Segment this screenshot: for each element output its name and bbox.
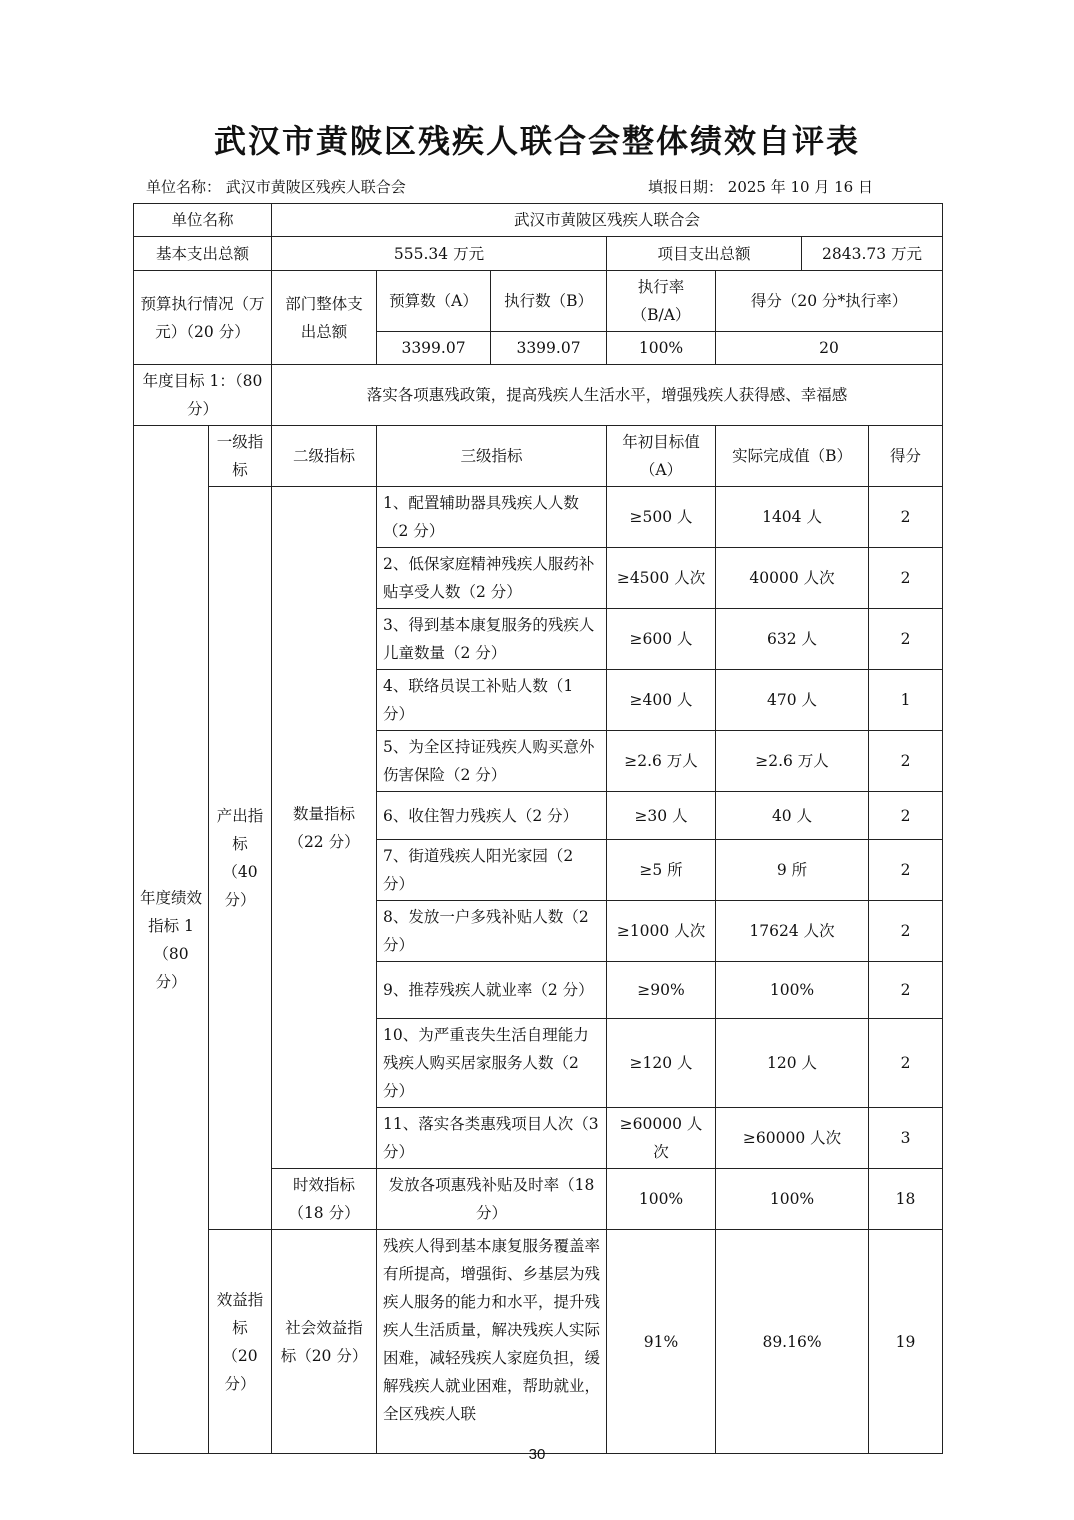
unit-label: 单位名称： [146,178,222,196]
goal-label: 年度目标 1：（80 分） [134,365,272,426]
page-number: 30 [528,1446,546,1463]
header-level1: 一级指标 [209,426,272,487]
score-value: 20 [716,332,943,365]
indicator-target: ≥4500 人次 [607,548,716,609]
indicator-actual: 100% [716,962,869,1019]
indicator-actual: 1404 人 [716,487,869,548]
indicator-target: ≥120 人 [607,1019,716,1108]
indicator-target: ≥30 人 [607,792,716,840]
output-indicator-label: 产出指标（40 分） [209,487,272,1230]
indicator-actual: 100% [716,1169,869,1230]
indicator-score: 2 [869,901,943,962]
dept-total-label: 部门整体支出总额 [272,271,377,365]
unit-value: 武汉市黄陂区残疾人联合会 [225,178,406,196]
header-level2: 二级指标 [272,426,377,487]
basic-expense-label: 基本支出总额 [134,237,272,271]
indicator-actual: ≥60000 人次 [716,1108,869,1169]
basic-expense-value: 555.34 万元 [272,237,607,271]
indicator-actual: 470 人 [716,670,869,731]
table-row [134,237,943,271]
indicator-actual: 9 所 [716,840,869,901]
indicator-score: 2 [869,962,943,1019]
unit-name-value: 武汉市黄陂区残疾人联合会 [272,204,943,237]
indicator-name: 3、得到基本康复服务的残疾人儿童数量（2 分） [377,609,607,670]
rate-col-header: 执行率（B/A） [607,271,716,332]
perf-indicator-label: 年度绩效指标 1（80 分） [134,426,209,1454]
date-value: 2025 年 10 月 16 日 [727,178,873,196]
benefit-indicator-label: 效益指标（20 分） [209,1230,272,1454]
indicator-target: ≥500 人 [607,487,716,548]
indicator-name: 发放各项惠残补贴及时率（18 分） [377,1169,607,1230]
indicator-actual: ≥2.6 万人 [716,731,869,792]
indicator-score: 2 [869,548,943,609]
indicator-name: 6、收住智力残疾人（2 分） [377,792,607,840]
indicator-score: 2 [869,1019,943,1108]
indicator-target: ≥2.6 万人 [607,731,716,792]
indicator-score: 2 [869,731,943,792]
indicator-name: 2、低保家庭精神残疾人服药补贴享受人数（2 分） [377,548,607,609]
indicator-score: 18 [869,1169,943,1230]
indicator-target: ≥400 人 [607,670,716,731]
exec-value: 3399.07 [491,332,607,365]
header-score: 得分 [869,426,943,487]
header-actual: 实际完成值（B） [716,426,869,487]
date-info [648,176,873,197]
budget-value: 3399.07 [377,332,491,365]
indicator-score: 2 [869,487,943,548]
indicator-name: 8、发放一户多残补贴人数（2 分） [377,901,607,962]
indicator-score: 3 [869,1108,943,1169]
table-row [134,426,943,487]
indicator-actual: 40000 人次 [716,548,869,609]
date-label: 填报日期： [648,178,724,196]
indicator-target: ≥1000 人次 [607,901,716,962]
indicator-score: 2 [869,609,943,670]
unit-info [146,176,406,197]
table-row [134,204,943,237]
indicator-target: 100% [607,1169,716,1230]
indicator-score: 2 [869,792,943,840]
indicator-name: 5、为全区持证残疾人购买意外伤害保险（2 分） [377,731,607,792]
indicator-target: ≥5 所 [607,840,716,901]
indicator-target: ≥600 人 [607,609,716,670]
indicator-name: 7、街道残疾人阳光家园（2 分） [377,840,607,901]
project-expense-label: 项目支出总额 [607,237,802,271]
table-row [134,487,943,548]
indicator-actual: 89.16% [716,1230,869,1454]
performance-table [133,203,943,1454]
table-row [134,271,943,332]
goal-text: 落实各项惠残政策，提高残疾人生活水平，增强残疾人获得感、幸福感 [272,365,943,426]
indicator-name: 11、落实各类惠残项目人次（3 分） [377,1108,607,1169]
indicator-score: 2 [869,840,943,901]
table-row [134,1230,943,1454]
indicator-target: ≥90% [607,962,716,1019]
indicator-name: 残疾人得到基本康复服务覆盖率有所提高，增强街、乡基层为残疾人服务的能力和水平，提升残疾人生活质量，解决残疾人实际困难，减轻残疾人家庭负担，缓解残疾人就业困难，帮助就业，全区残疾人联 [377,1230,607,1454]
indicator-actual: 632 人 [716,609,869,670]
indicator-actual: 17624 人次 [716,901,869,962]
project-expense-value: 2843.73 万元 [802,237,943,271]
budget-col-header: 预算数（A） [377,271,491,332]
rate-value: 100% [607,332,716,365]
indicator-score: 19 [869,1230,943,1454]
indicator-target: 91% [607,1230,716,1454]
exec-col-header: 执行数（B） [491,271,607,332]
time-indicator-label: 时效指标（18 分） [272,1169,377,1230]
table-row [134,365,943,426]
indicator-actual: 40 人 [716,792,869,840]
indicator-name: 9、推荐残疾人就业率（2 分） [377,962,607,1019]
score-col-header: 得分（20 分*执行率） [716,271,943,332]
indicator-target: ≥60000 人次 [607,1108,716,1169]
indicator-name: 4、联络员误工补贴人数（1 分） [377,670,607,731]
social-indicator-label: 社会效益指标（20 分） [272,1230,377,1454]
quantity-indicator-label: 数量指标（22 分） [272,487,377,1169]
budget-execution-label: 预算执行情况（万元）（20 分） [134,271,272,365]
indicator-name: 1、配置辅助器具残疾人人数（2 分） [377,487,607,548]
header-level3: 三级指标 [377,426,607,487]
indicator-score: 1 [869,670,943,731]
unit-name-label: 单位名称 [134,204,272,237]
page-title: 武汉市黄陂区残疾人联合会整体绩效自评表 [213,122,860,160]
indicator-actual: 120 人 [716,1019,869,1108]
header-target: 年初目标值（A） [607,426,716,487]
indicator-name: 10、为严重丧失生活自理能力残疾人购买居家服务人数（2 分） [377,1019,607,1108]
